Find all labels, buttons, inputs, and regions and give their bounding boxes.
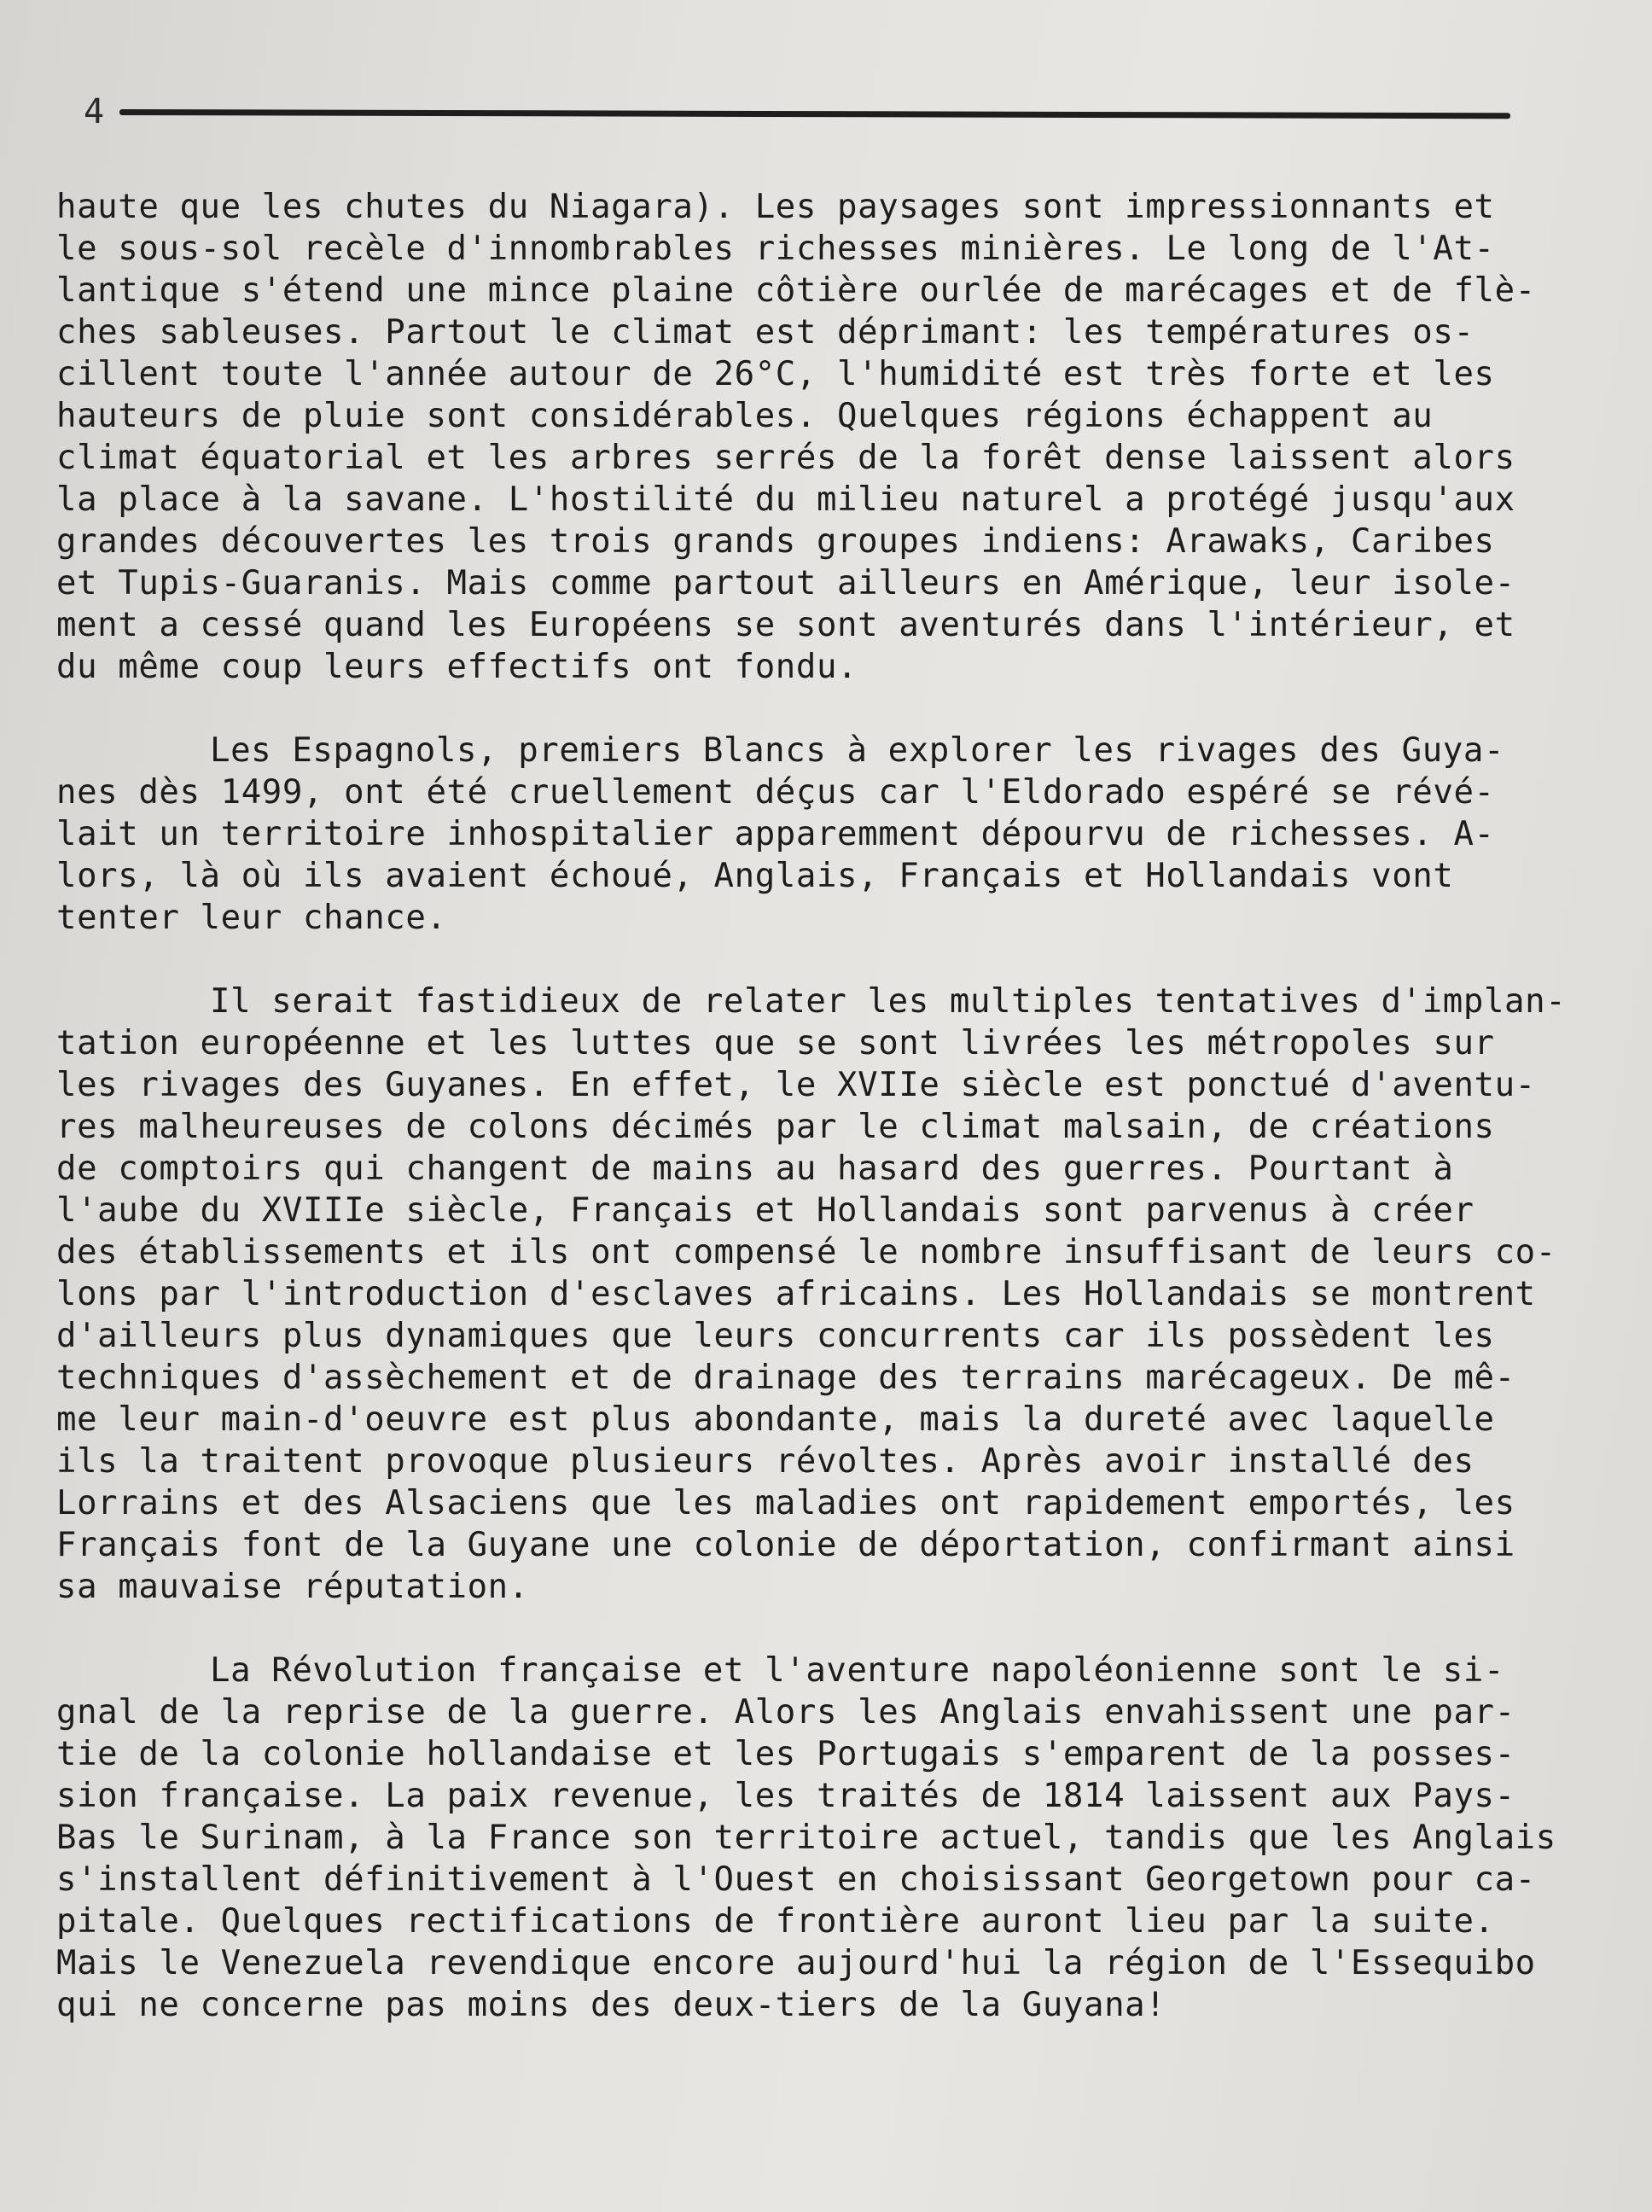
text-line: et Tupis-Guaranis. Mais comme partout ailleurs en Amérique, leur isole- [56,564,1515,602]
text-line: ches sableuses. Partout le climat est déprimant: les températures os- [56,313,1475,352]
text-line: des établissements et ils ont compensé le nombre insuffisant de leurs co- [56,1233,1556,1272]
text-line: Les Espagnols, premiers Blancs à explorer les rivages des Guya- [210,731,1505,770]
text-line: s'installent définitivement à l'Ouest en choisissant Georgetown pour ca- [56,1860,1536,1899]
text-line: pitale. Quelques rectifications de frontière auront lieu par la suite. [56,1902,1495,1941]
text-line: sa mauvaise réputation. [56,1568,529,1606]
text-line: sion française. La paix revenue, les traités de 1814 laissent aux Pays- [56,1777,1515,1815]
paragraph [56,186,1609,688]
text-line: Lorrains et des Alsaciens que les maladies ont rapidement emportés, les [56,1484,1515,1522]
page-number: 4 [84,92,105,131]
text-line: techniques d'assèchement et de drainage des terrains marécageux. De mê- [56,1359,1515,1397]
text-line: tation européenne et les luttes que se sont livrées les métropoles sur [56,1024,1495,1062]
paragraph [56,1650,1609,2026]
body-text [56,186,1609,2068]
text-line: haute que les chutes du Niagara). Les paysages sont impressionnants et [56,188,1495,226]
text-line: me leur main-d'oeuvre est plus abondante, mais la dureté avec laquelle [56,1400,1495,1439]
text-line: grandes découvertes les trois grands groupes indiens: Arawaks, Caribes [56,522,1495,561]
text-line: tie de la colonie hollandaise et les Portugais s'emparent de la posses- [56,1735,1515,1773]
text-line: lons par l'introduction d'esclaves africains. Les Hollandais se montrent [56,1275,1536,1313]
text-line: l'aube du XVIIIe siècle, Français et Hollandais sont parvenus à créer [56,1191,1475,1230]
text-line: cillent toute l'année autour de 26°C, l'humidité est très forte et les [56,355,1495,393]
text-line: res malheureuses de colons décimés par le climat malsain, de créations [56,1108,1495,1146]
text-line: la place à la savane. L'hostilité du milieu naturel a protégé jusqu'aux [56,480,1515,519]
text-line: qui ne concerne pas moins des deux-tiers de la Guyana! [56,1986,1166,2024]
text-line: tenter leur chance. [56,899,447,937]
text-line: du même coup leurs effectifs ont fondu. [56,648,858,686]
text-line: de comptoirs qui changent de mains au hasard des guerres. Pourtant à [56,1150,1454,1188]
text-line: lors, là où ils avaient échoué, Anglais, Français et Hollandais vont [56,857,1454,895]
text-line: le sous-sol recèle d'innombrables richesses minières. Le long de l'At- [56,230,1495,268]
text-line: d'ailleurs plus dynamiques que leurs concurrents car ils possèdent les [56,1317,1495,1355]
text-line: lait un territoire inhospitalier apparemment dépourvu de richesses. A- [56,815,1495,853]
paragraph [56,981,1609,1608]
text-line: La Révolution française et l'aventure napoléonienne sont le si- [210,1651,1505,1690]
text-line: climat équatorial et les arbres serrés de la forêt dense laissent alors [56,439,1515,477]
text-line: nes dès 1499, ont été cruellement déçus car l'Eldorado espéré se révé- [56,773,1495,812]
text-line: Il serait fastidieux de relater les multiples tentatives d'implan- [210,982,1567,1021]
text-line: ment a cessé quand les Européens se sont aventurés dans l'intérieur, et [56,606,1515,644]
text-line: hauteurs de pluie sont considérables. Quelques régions échappent au [56,397,1434,435]
text-line: gnal de la reprise de la guerre. Alors les Anglais envahissent une par- [56,1693,1515,1732]
text-line: Mais le Venezuela revendique encore aujourd'hui la région de l'Essequibo [56,1944,1536,1982]
text-line: les rivages des Guyanes. En effet, le XVIIe siècle est ponctué d'aventu- [56,1066,1536,1104]
text-line: ils la traitent provoque plusieurs révoltes. Après avoir installé des [56,1442,1475,1481]
header-rule [119,109,1510,119]
text-line: lantique s'étend une mince plaine côtière ourlée de marécages et de flè- [56,271,1536,310]
paragraph [56,730,1609,939]
text-line: Bas le Surinam, à la France son territoire actuel, tandis que les Anglais [56,1819,1556,1857]
text-line: Français font de la Guyane une colonie de déportation, confirmant ainsi [56,1526,1515,1564]
